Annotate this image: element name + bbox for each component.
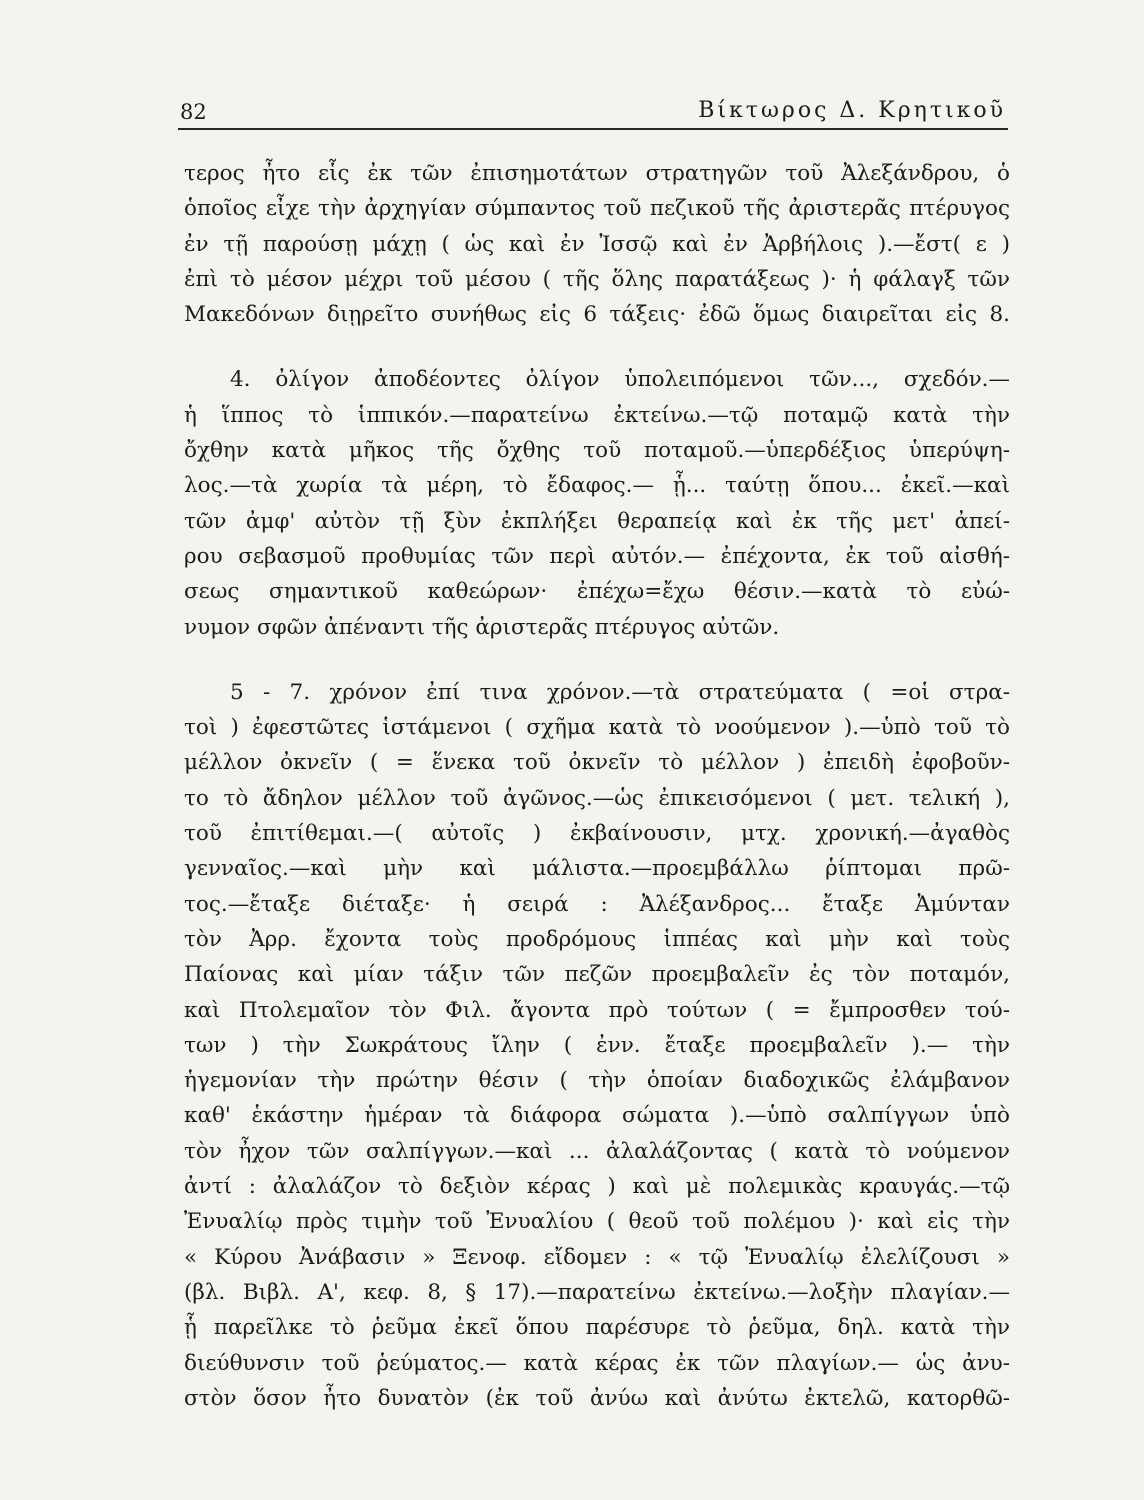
text-line: ἐπὶ τὸ μέσον μέχρι τοῦ μέσου ( τῆς ὅλης παρατάξεως )· ἡ φάλαγξ τῶν bbox=[184, 266, 1010, 292]
text-line: Παίονας καὶ μίαν τάξιν τῶν πεζῶν προεμβαλεῖν ἐς τὸν ποταμόν, bbox=[184, 962, 1010, 988]
text-line: σεως σημαντικοῦ καθεώρων· ἐπέχω=ἔχω θέσιν.—κατὰ τὸ εὐώ- bbox=[184, 579, 1010, 605]
text-line: τὸν Ἀρρ. ἔχοντα τοὺς προδρόμους ἱππέας καὶ μὴν καὶ τοὺς bbox=[184, 926, 1010, 952]
text-line: καὶ Πτολεμαῖον τὸν Φιλ. ἄγοντα πρὸ τούτων ( = ἔμπροσθεν τού- bbox=[184, 997, 1010, 1023]
text-line: νυμον σφῶν ἀπέναντι τῆς ἀριστερᾶς πτέρυγος αὐτῶν. bbox=[184, 614, 780, 640]
text-line: ἐν τῇ παρούσῃ μάχῃ ( ὡς καὶ ἐν Ἰσσῷ καὶ ἐν Ἀρβήλοις ).—ἔστ( ε ) bbox=[184, 231, 1010, 257]
text-line: « Κύρου Ἀνάβασιν » Ξενοφ. εἴδομεν : « τῷ Ἐνυαλίῳ ἐλελίζουσι » bbox=[184, 1244, 1010, 1270]
text-line: ὁποῖος εἶχε τὴν ἀρχηγίαν σύμπαντος τοῦ πεζικοῦ τῆς ἀριστερᾶς πτέρυγος bbox=[184, 196, 1010, 222]
page-number: 82 bbox=[180, 100, 207, 124]
text-line: τοὶ ) ἐφεστῶτες ἱστάμενοι ( σχῆμα κατὰ τὸ νοούμενον ).—ὑπὸ τοῦ τὸ bbox=[184, 715, 1010, 741]
commentary-body bbox=[184, 156, 1010, 1416]
text-line: γενναῖος.—καὶ μὴν καὶ μάλιστα.—προεμβάλλω ῥίπτομαι πρῶ- bbox=[184, 856, 1010, 882]
text-line: Μακεδόνων διῃρεῖτο συνήθως εἰς 6 τάξεις· ἐδῶ ὅμως διαιρεῖται εἰς 8. bbox=[184, 302, 1010, 328]
text-line: τὸν ἦχον τῶν σαλπίγγων.—καὶ ... ἀλαλάζοντας ( κατὰ τὸ νούμενον bbox=[184, 1138, 1010, 1164]
text-line: των ) τὴν Σωκράτους ἴλην ( ἐνν. ἔταξε προεμβαλεῖν ).— τὴν bbox=[184, 1032, 1010, 1058]
text-line: στὸν ὅσον ἦτο δυνατὸν (ἐκ τοῦ ἀνύω καὶ ἀνύτω ἐκτελῶ, κατορθῶ- bbox=[184, 1385, 1010, 1411]
text-line: διεύθυνσιν τοῦ ῥεύματος.— κατὰ κέρας ἐκ τῶν πλαγίων.— ὡς ἀνυ- bbox=[184, 1350, 1010, 1376]
text-line: το τὸ ἄδηλον μέλλον τοῦ ἀγῶνος.—ὡς ἐπικεισόμενοι ( μετ. τελική ), bbox=[184, 785, 1010, 811]
text-line: Ἐνυαλίῳ πρὸς τιμὴν τοῦ Ἐνυαλίου ( θεοῦ τοῦ πολέμου )· καὶ εἰς τὴν bbox=[184, 1209, 1010, 1235]
text-line: τοῦ ἐπιτίθεμαι.—( αὐτοῖς ) ἐκβαίνουσιν, μτχ. χρονική.—ἀγαθὸς bbox=[184, 821, 1010, 847]
text-line: (βλ. Βιβλ. Α', κεφ. 8, § 17).—παρατείνω ἐκτείνω.—λοξὴν πλαγίαν.— bbox=[184, 1279, 1010, 1305]
text-line: ᾗ παρεῖλκε τὸ ῥεῦμα ἐκεῖ ὅπου παρέσυρε τὸ ῥεῦμα, δηλ. κατὰ τὴν bbox=[184, 1315, 1010, 1341]
text-line: ἡγεμονίαν τὴν πρώτην θέσιν ( τὴν ὁποίαν διαδοχικῶς ἐλάμβανον bbox=[184, 1068, 1010, 1094]
page-header bbox=[178, 96, 1008, 130]
text-line: ρου σεβασμοῦ προθυμίας τῶν περὶ αὐτόν.— ἐπέχοντα, ἐκ τοῦ αἰσθή- bbox=[184, 543, 1010, 569]
text-line: ἡ ἵππος τὸ ἱππικόν.—παρατείνω ἐκτείνω.—τῷ ποταμῷ κατὰ τὴν bbox=[184, 402, 1010, 428]
text-line: καθ' ἑκάστην ἡμέραν τὰ διάφορα σώματα ).—ὑπὸ σαλπίγγων ὑπὸ bbox=[184, 1103, 1010, 1129]
text-line: ἀντί : ἀλαλάζον τὸ δεξιὸν κέρας ) καὶ μὲ πολεμικὰς κραυγάς.—τῷ bbox=[184, 1174, 1010, 1200]
text-line: τῶν ἀμφ' αὐτὸν τῇ ξὺν ἐκπλήξει θεραπείᾳ καὶ ἐκ τῆς μετ' ἀπεί- bbox=[184, 508, 1010, 534]
text-line: ὄχθην κατὰ μῆκος τῆς ὄχθης τοῦ ποταμοῦ.—ὑπερδέξιος ὑπερύψη- bbox=[184, 438, 1010, 464]
text-line: 5 - 7. χρόνον ἐπί τινα χρόνον.—τὰ στρατεύματα ( =οἱ στρα- bbox=[230, 679, 1010, 705]
text-line: τος.—ἔταξε διέταξε· ἡ σειρά : Ἀλέξανδρος... ἔταξε Ἀμύνταν bbox=[184, 891, 1010, 917]
running-head: Βίκτωρος Δ. Κρητικοῦ bbox=[698, 98, 1006, 123]
text-line: τερος ἦτο εἷς ἐκ τῶν ἐπισημοτάτων στρατηγῶν τοῦ Ἀλεξάνδρου, ὁ bbox=[184, 161, 1010, 186]
text-line: λος.—τὰ χωρία τὰ μέρη, τὸ ἔδαφος.— ᾗ... ταύτῃ ὅπου... ἐκεῖ.—καὶ bbox=[184, 473, 1010, 499]
text-line: 4. ὀλίγον ἀποδέοντες ὀλίγον ὑπολειπόμενοι τῶν..., σχεδόν.— bbox=[230, 367, 1010, 393]
text-line: μέλλον ὀκνεῖν ( = ἕνεκα τοῦ ὀκνεῖν τὸ μέλλον ) ἐπειδὴ ἐφοβοῦν- bbox=[184, 750, 1010, 776]
